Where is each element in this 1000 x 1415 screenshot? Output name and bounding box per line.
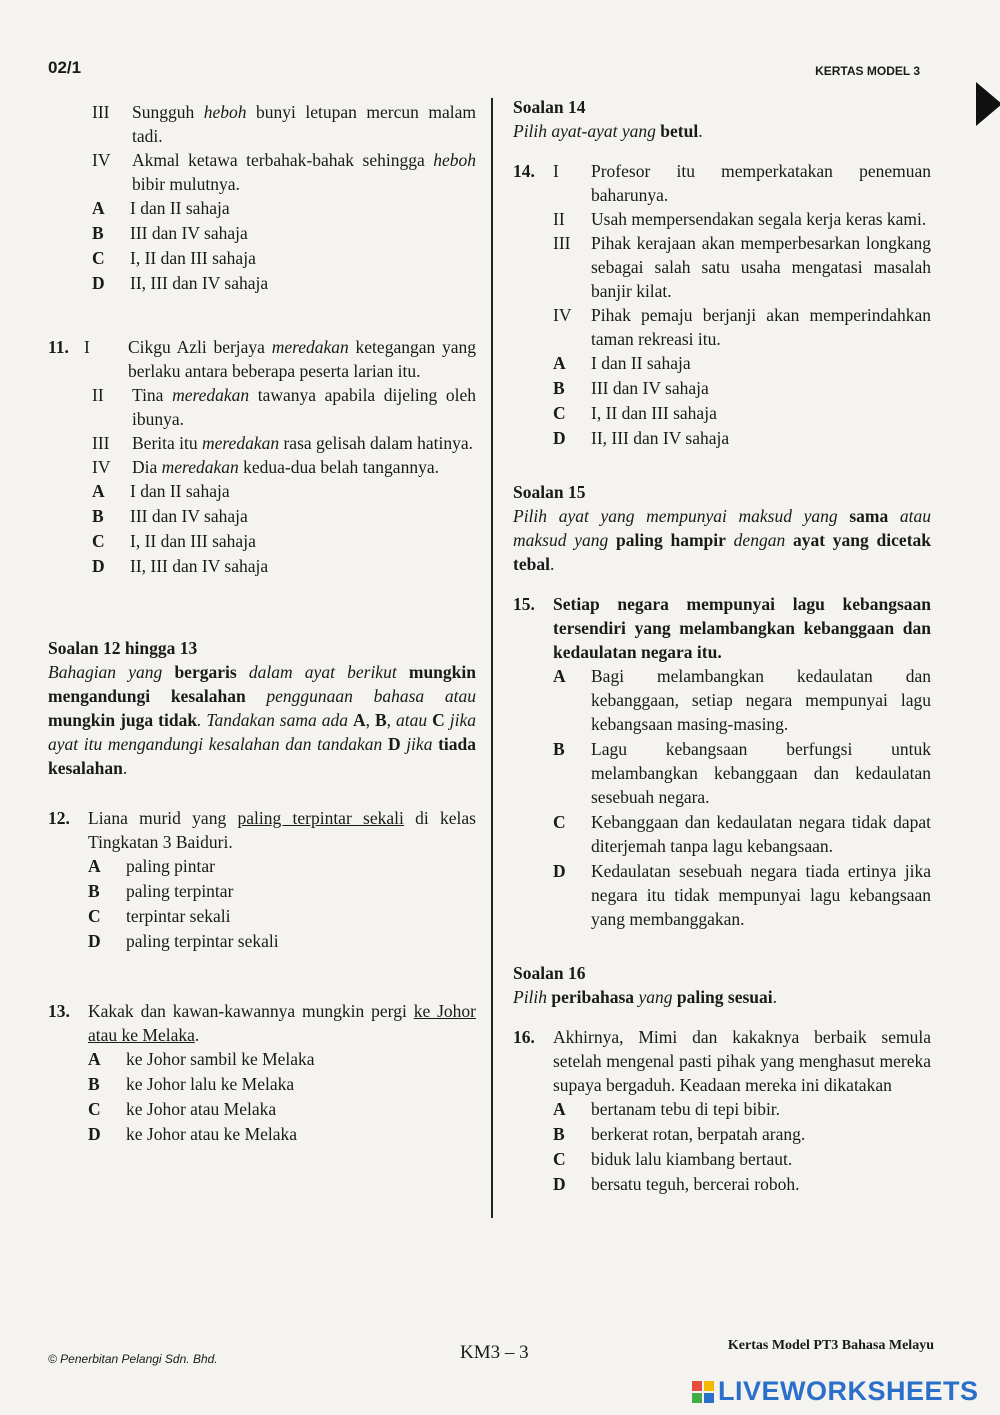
question-number: 11.	[48, 337, 69, 357]
answer-option-a[interactable]: A Bagi melambangkan kedaulatan dan kebanggaan, setiap negara mempunyai lagu kebangsaan masing-masing.	[553, 666, 931, 734]
section-instruction: Pilih peribahasa yang paling sesuai.	[513, 987, 778, 1007]
left-column	[48, 100, 476, 1147]
question-number: 15.	[513, 594, 535, 614]
section-instruction: Pilih ayat yang mempunyai maksud yang sama atau maksud yang paling hampir dengan ayat yang dicetak tebal.	[513, 506, 931, 574]
section-14	[513, 95, 931, 143]
answer-option-d[interactable]: D II, III dan IV sahaja	[553, 428, 730, 448]
section-16	[513, 961, 931, 1009]
question-13	[48, 999, 476, 1146]
publisher-credit: © Penerbitan Pelangi Sdn. Bhd.	[48, 1352, 218, 1366]
answer-option-c[interactable]: C I, II dan III sahaja	[553, 403, 717, 423]
section-15	[513, 480, 931, 576]
answer-option-d[interactable]: D bersatu teguh, bercerai roboh.	[553, 1174, 800, 1194]
right-column	[513, 95, 931, 1197]
question-14: 14. I Profesor itu memperkatakan penemuan baharunya. II Usah mempersendakan segala kerja keras kami. III Pihak kerajaan akan memperbesarkan longkang sebagai salah satu usaha mengatasi masalah banjir kilat. IV Pihak pemaju berjanji akan memperindahkan taman rekreasi itu. A I dan II sahaja B III dan IV sahaja C I, II dan III sahaja D II, III dan IV sahaja	[513, 161, 931, 448]
answer-option-d[interactable]: D II, III dan IV sahaja	[92, 556, 269, 576]
roman-numeral: IV	[92, 150, 111, 170]
question-number: 13.	[48, 1001, 70, 1021]
statement-text: Profesor itu memperkatakan penemuan baharunya.	[591, 161, 931, 205]
question-12	[48, 806, 476, 953]
section-title: Soalan 12 hingga 13	[48, 638, 198, 658]
page-number: KM3 – 3	[460, 1342, 529, 1363]
statement-text: Berita itu meredakan rasa gelisah dalam hatinya.	[132, 433, 473, 453]
answer-option-a[interactable]: A I dan II sahaja	[92, 198, 230, 218]
column-divider	[491, 98, 493, 1218]
answer-option-b[interactable]: B ke Johor lalu ke Melaka	[88, 1074, 295, 1094]
question-11: 11. I Cikgu Azli berjaya meredakan ketegangan yang berlaku antara beberapa peserta larian itu. II Tina meredakan tawanya apabila dijeling oleh ibunya. III Berita itu meredakan rasa gelisah dalam hatinya. IV Dia meredakan kedua-dua belah tangannya. A I dan II sahaja B III dan IV sahaja C I, II dan III sahaja D II, III dan IV sahaja	[48, 337, 476, 576]
answer-option-d[interactable]: D II, III dan IV sahaja	[92, 273, 269, 293]
answer-option-b[interactable]: B III dan IV sahaja	[92, 506, 248, 526]
section-instruction: Bahagian yang bergaris dalam ayat berikut mungkin mengandungi kesalahan penggunaan bahasa atau mungkin juga tidak. Tandakan sama ada A, B, atau C jika ayat itu mengandungi kesalahan dan tandakan D jika tiada kesalahan.	[48, 662, 476, 778]
question-number: 12.	[48, 808, 70, 828]
statement-text: Dia meredakan kedua-dua belah tangannya.	[132, 457, 439, 477]
question-number: 14.	[513, 161, 535, 181]
answer-option-c[interactable]: C ke Johor atau Melaka	[88, 1099, 277, 1119]
question-number: 16.	[513, 1027, 535, 1047]
roman-numeral: III	[92, 102, 110, 122]
statement-text: Pihak pemaju berjanji akan memperindahkan taman rekreasi itu.	[591, 305, 931, 349]
answer-option-c[interactable]: C Kebanggaan dan kedaulatan negara tidak dapat diterjemah tanpa lagu kebangsaan.	[553, 812, 931, 856]
question-stem: Setiap negara mempunyai lagu kebangsaan tersendiri yang melambangkan kebanggaan dan kedaulatan negara itu.	[553, 594, 931, 662]
question-stem: Kakak dan kawan-kawannya mungkin pergi ke Johor atau ke Melaka.	[88, 1001, 476, 1045]
answer-option-c[interactable]: C I, II dan III sahaja	[92, 248, 256, 268]
section-12-13	[48, 636, 476, 780]
series-title: Kertas Model PT3 Bahasa Melayu	[727, 1338, 934, 1353]
brand-text: LIVEWORKSHEETS	[718, 1376, 979, 1406]
answer-option-a[interactable]: A bertanam tebu di tepi bibir.	[553, 1099, 781, 1119]
liveworksheets-logo[interactable]	[692, 1376, 979, 1407]
paper-title: KERTAS MODEL 3	[815, 64, 920, 78]
answer-option-b[interactable]: B berkerat rotan, berpatah arang.	[553, 1124, 806, 1144]
answer-option-d[interactable]: D paling terpintar sekali	[88, 931, 279, 951]
section-title: Soalan 15	[513, 482, 586, 502]
q10-continued	[48, 100, 476, 295]
question-16	[513, 1025, 931, 1196]
statement-text: Akmal ketawa terbahak-bahak sehingga heboh bibir mulutnya.	[132, 150, 476, 194]
statement-text: Cikgu Azli berjaya meredakan ketegangan yang berlaku antara beberapa peserta larian itu.	[128, 337, 476, 381]
answer-option-a[interactable]: A paling pintar	[88, 856, 215, 876]
answer-option-a[interactable]: A I dan II sahaja	[92, 481, 230, 501]
section-title: Soalan 14	[513, 97, 586, 117]
section-instruction: Pilih ayat-ayat yang betul.	[513, 121, 703, 141]
page-code: 02/1	[48, 58, 82, 77]
statement-text: Sungguh heboh bunyi letupan mercun malam tadi.	[132, 102, 477, 146]
answer-option-c[interactable]: C I, II dan III sahaja	[92, 531, 256, 551]
question-15	[513, 592, 931, 931]
answer-option-d[interactable]: D Kedaulatan sesebuah negara tiada ertinya jika negara itu tidak mempunyai lagu kebangsaan yang membanggakan.	[553, 861, 931, 929]
answer-option-b[interactable]: B III dan IV sahaja	[92, 223, 248, 243]
answer-option-c[interactable]: C biduk lalu kiambang bertaut.	[553, 1149, 793, 1169]
statement-text: Tina meredakan tawanya apabila dijeling oleh ibunya.	[132, 385, 476, 429]
answer-option-a[interactable]: A I dan II sahaja	[553, 353, 691, 373]
answer-option-b[interactable]: B III dan IV sahaja	[553, 378, 709, 398]
question-stem: Akhirnya, Mimi dan kakaknya berbaik semula setelah mengenal pasti pihak yang menghasut mereka supaya bergaduh. Keadaan mereka ini dikatakan	[553, 1027, 931, 1095]
answer-option-b[interactable]: B Lagu kebangsaan berfungsi untuk melambangkan kebanggaan dan kedaulatan sesebuah negara.	[553, 739, 931, 807]
liveworksheets-icon	[692, 1381, 714, 1403]
section-title: Soalan 16	[513, 963, 586, 983]
answer-option-d[interactable]: D ke Johor atau ke Melaka	[88, 1124, 298, 1144]
statement-text: Pihak kerajaan akan memperbesarkan longkang sebagai salah satu usaha mengatasi masalah banjir kilat.	[591, 233, 931, 301]
statement-text: Usah mempersendakan segala kerja keras kami.	[591, 209, 927, 229]
answer-option-a[interactable]: A ke Johor sambil ke Melaka	[88, 1049, 315, 1069]
answer-option-c[interactable]: C terpintar sekali	[88, 906, 231, 926]
next-page-arrow-icon[interactable]	[976, 82, 1000, 126]
answer-option-b[interactable]: B paling terpintar	[88, 881, 234, 901]
question-stem: Liana murid yang paling terpintar sekali di kelas Tingkatan 3 Baiduri.	[88, 808, 476, 852]
